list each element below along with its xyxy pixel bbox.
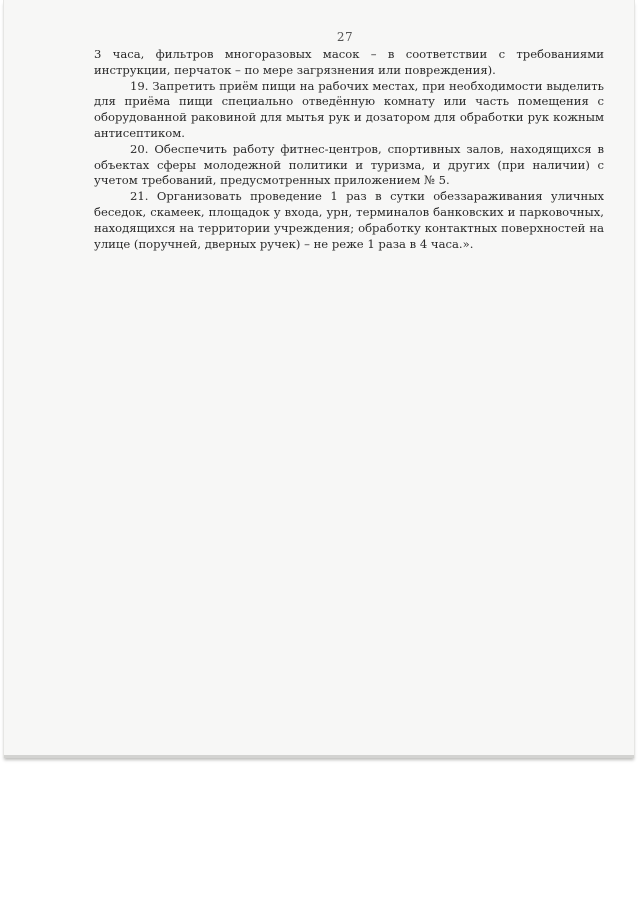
page-number: 27 [336,30,354,44]
paragraph-item-20: 20. Обеспечить работу фитнес-центров, спортивных залов, находящихся в объектах сферы молодежной политики и туризма, и других (при наличии) с учетом требований, предусмотренных приложением № 5. [94,141,604,188]
paragraph-item-21: 21. Организовать проведение 1 раз в сутки обеззараживания уличных беседок, скамеек, площадок у входа, урн, терминалов банковских и парковочных, находящихся на территории учреждения; обработку контактных поверхностей на улице (поручней, дверных ручек) – не реже 1 раза в 4 часа.». [94,189,604,251]
paragraph-item-19: 19. Запретить приём пищи на рабочих местах, при необходимости выделить для приёма пищи специально отведённую комнату или часть помещения с оборудованной раковиной для мытья рук и дозатором для обработки рук кожным антисептиком. [94,78,604,140]
document-body [94,47,604,252]
paragraph-continuation: 3 часа, фильтров многоразовых масок – в соответствии с требованиями инструкции, перчаток – по мере загрязнения или повреждения). [94,47,604,77]
document-page [3,0,635,758]
